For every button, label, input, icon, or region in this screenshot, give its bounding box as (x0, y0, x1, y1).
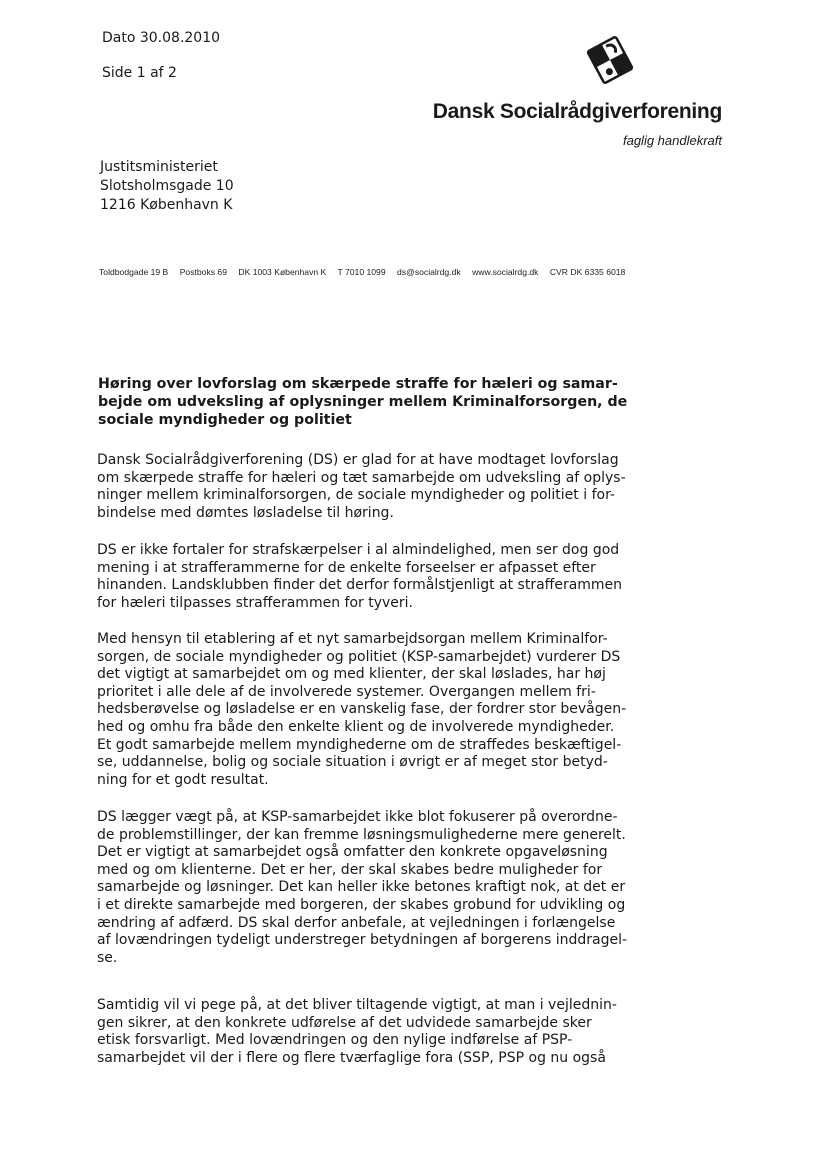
text-line: af lovændringen tydeligt understreger betydningen af borgerens inddragel- (97, 932, 628, 949)
paragraph-1 (97, 452, 657, 522)
text-line: Samtidig vil vi pege på, at det bliver tiltagende vigtigt, at man i vejlednin- (97, 997, 617, 1013)
text-line: etisk forsvarligt. Med lovændringen og den nylige indførelse af PSP- (97, 1032, 573, 1049)
page-number: Side 1 af 2 (102, 65, 177, 81)
text-line: samarbejdet vil der i flere og flere tværfaglige fora (SSP, PSP og nu også (97, 1049, 606, 1066)
text-line: DS er ikke fortaler for strafskærpelser i al almindelighed, men ser dog god (97, 542, 620, 558)
text-line: samarbejde og løsninger. Det kan heller ikke betones kraftigt nok, at det er (97, 879, 626, 896)
text-line: ning for et godt resultat. (97, 771, 269, 788)
paragraph-2 (97, 542, 657, 612)
text-line: gen sikrer, at den konkrete udførelse af det udvidede samarbejde sker (97, 1014, 592, 1031)
text-line: DS lægger vægt på, at KSP-samarbejdet ikke blot fokuserer på overordne- (97, 809, 618, 825)
sender-cvr: CVR DK 6335 6018 (549, 267, 626, 277)
sender-phone: T 7010 1099 (337, 267, 386, 277)
paragraph-3 (97, 631, 657, 789)
dansk-socialraadgiverforening-logo-icon (580, 30, 640, 90)
text-line: for hæleri tilpasses strafferammen for tyveri. (97, 594, 413, 611)
text-line: sorgen, de sociale myndigheder og politiet (KSP-samarbejdet) vurderer DS (97, 648, 621, 665)
text-line: ændring af adfærd. DS skal derfor anbefale, at vejledningen i forlængelse (97, 914, 616, 931)
recipient-line: Justitsministeriet (100, 159, 218, 175)
paragraph-4 (97, 809, 657, 967)
text-line: det vigtigt at samarbejdet om og med klienter, der skal løslades, har høj (97, 666, 606, 683)
organization-tagline: faglig handlekraft (622, 133, 722, 148)
text-line: de problemstillinger, der kan fremme løsningsmulighederne mere generelt. (97, 826, 626, 843)
recipient-line: 1216 København K (100, 197, 233, 213)
sender-pobox: Postboks 69 (179, 267, 227, 277)
text-line: prioritet i alle dele af de involverede systemer. Overgangen mellem fri- (97, 683, 596, 700)
text-line: mening i at strafferammerne for de enkelte forseelser er afpasset efter (97, 559, 596, 576)
text-line: Et godt samarbejde mellem myndighederne om de straffedes beskæftigel- (97, 736, 622, 753)
sender-web: www.socialrdg.dk (472, 267, 539, 277)
text-line: hinanden. Landsklubben finder det derfor formålstjenligt at strafferammen (97, 577, 623, 594)
text-line: Dansk Socialrådgiverforening (DS) er glad for at have modtaget lovforslag (97, 452, 619, 468)
text-line: i et direkte samarbejde med borgeren, der skabes grobund for udvikling og (97, 896, 626, 913)
sender-email: ds@socialrdg.dk (397, 267, 461, 277)
text-line: ninger mellem kriminalforsorgen, de sociale myndigheder og politiet i for- (97, 487, 615, 504)
text-line: Det er vigtigt at samarbejdet også omfatter den konkrete opgaveløsning (97, 844, 608, 861)
letter-subject-heading (98, 375, 658, 429)
letter-date: Dato 30.08.2010 (102, 30, 221, 46)
text-line: hedsberøvelse og løsladelse er en vanskelig fase, der fordrer stor bevågen- (97, 701, 627, 718)
text-line: med og om klienterne. Det er her, der skal skabes bedre muligheder for (97, 861, 603, 878)
sender-postal: DK 1003 København K (238, 267, 327, 277)
recipient-line: Slotsholmsgade 10 (100, 178, 234, 194)
text-line: bindelse med dømtes løsladelse til høring. (97, 504, 394, 521)
heading-line: sociale myndigheder og politiet (98, 412, 352, 428)
heading-line: bejde om udveksling af oplysninger mellem Kriminalforsorgen, de (98, 394, 628, 410)
text-line: se. (97, 949, 118, 966)
text-line: om skærpede straffe for hæleri og tæt samarbejde om udveksling af oplys- (97, 469, 626, 486)
text-line: hed og omhu fra både den enkelte klient og de involverede myndigheder. (97, 718, 615, 735)
sender-contact-line (99, 267, 719, 277)
text-line: Med hensyn til etablering af et nyt samarbejdsorgan mellem Kriminalfor- (97, 631, 608, 647)
text-line: se, uddannelse, bolig og sociale situation i øvrigt er af meget stor betyd- (97, 754, 608, 771)
organization-name: Dansk Socialrådgiverforening (432, 100, 722, 123)
sender-street: Toldbodgade 19 B (99, 267, 169, 277)
recipient-address (100, 158, 234, 215)
paragraph-5 (97, 997, 657, 1067)
heading-line: Høring over lovforslag om skærpede straffe for hæleri og samar- (98, 376, 618, 392)
